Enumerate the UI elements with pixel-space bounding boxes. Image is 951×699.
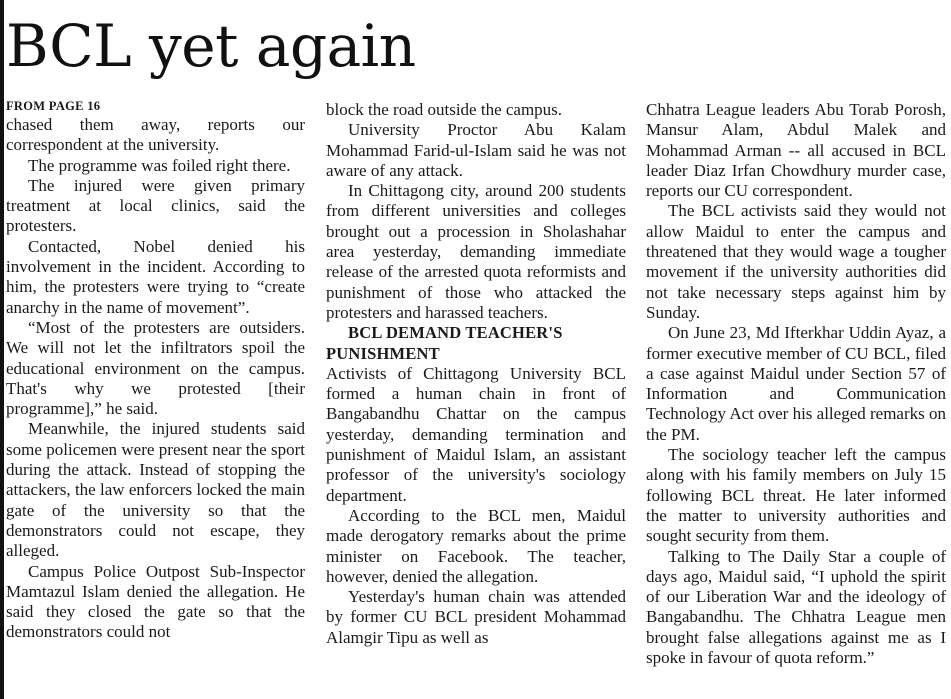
paragraph: Yesterday's human chain was attended by former CU BCL president Mohammad Alamgir Tipu as well as <box>326 587 626 647</box>
column-2 <box>326 100 626 648</box>
paragraph: The sociology teacher left the campus along with his family members on July 15 following BCL threat. He later informed the matter to university authorities and sought security from them. <box>646 445 946 546</box>
paragraph: Meanwhile, the injured students said some policemen were present near the sport during the attack. Instead of stopping the attackers, the law enforcers locked the main gate of the university so that the demonstrators could not escape, they alleged. <box>6 419 305 561</box>
paragraph: “Most of the protesters are outsiders. We will not let the infiltrators spoil the educational environment on the campus. That's why we protested [their programme],” he said. <box>6 317 305 419</box>
headline: BCL yet again <box>6 12 416 80</box>
paragraph: Contacted, Nobel denied his involvement in the incident. According to him, the protesters were trying to “create anarchy in the name of movement”. <box>6 236 305 317</box>
page-left-rule <box>0 0 4 699</box>
paragraph: The BCL activists said they would not allow Maidul to enter the campus and threatened that they would wage a tougher movement if the university authorities did not take necessary steps against him by Sunday. <box>646 201 946 322</box>
paragraph: In Chittagong city, around 200 students from different universities and colleges brought out a procession in Sholashahar area yesterday, demanding immediate release of the arrested quota reformists and punishment of those who attacked the protesters and harassed teachers. <box>326 181 626 322</box>
jump-line: FROM PAGE 16 <box>6 99 101 113</box>
column-3 <box>646 100 946 668</box>
paragraph: Campus Police Outpost Sub-Inspector Mamtazul Islam denied the allegation. He said they closed the gate so that the demonstrators could not <box>6 561 305 642</box>
subheading: BCL DEMAND TEACHER'S PUNISHMENT <box>326 323 563 363</box>
paragraph: According to the BCL men, Maidul made derogatory remarks about the prime minister on Facebook. The teacher, however, denied the allegation. <box>326 505 626 586</box>
paragraph: On June 23, Md Ifterkhar Uddin Ayaz, a former executive member of CU BCL, filed a case against Maidul under Section 57 of Information and Communication Technology Act over his alleged remarks on the PM. <box>646 323 946 444</box>
paragraph: block the road outside the campus. <box>326 100 563 119</box>
paragraph: Chhatra League leaders Abu Torab Porosh, Mansur Alam, Abdul Malek and Mohammad Arman -- all accused in BCL leader Diaz Irfan Chowdhury murder case, reports our CU correspondent. <box>646 100 946 201</box>
paragraph: Activists of Chittagong University BCL formed a human chain in front of Bangabandhu Chattar on the campus yesterday, demanding termination and punishment of Maidul Islam, an assistant professor of the university's sociology department. <box>326 363 626 505</box>
column-1 <box>6 99 305 643</box>
paragraph: The programme was foiled right there. <box>28 155 291 175</box>
paragraph: chased them away, reports our correspondent at the university. <box>6 115 305 155</box>
paragraph: The injured were given primary treatment at local clinics, said the protesters. <box>6 175 305 236</box>
paragraph: University Proctor Abu Kalam Mohammad Farid-ul-Islam said he was not aware of any attack. <box>326 120 626 180</box>
paragraph: Talking to The Daily Star a couple of days ago, Maidul said, “I uphold the spirit of our Liberation War and the ideology of Bangabandhu. The Chhatra League men brought false allegations against me as I spoke in favour of quota reform.” <box>646 546 946 668</box>
